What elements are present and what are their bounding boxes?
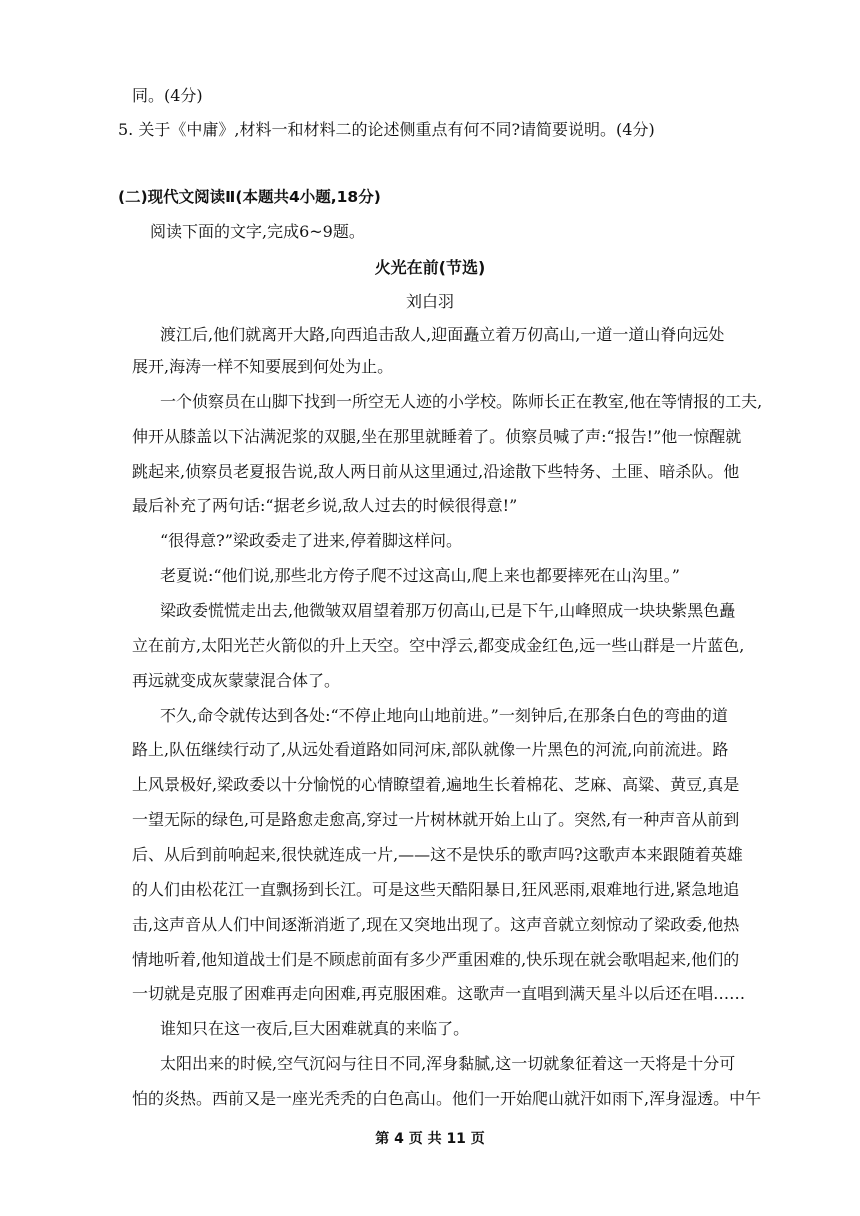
article-line: 立在前方,太阳光芒火箭似的升上天空。空中浮云,都变成金红色,远一些山群是一片蓝色, [132, 636, 745, 655]
section-instruction: 阅读下面的文字,完成6~9题。 [150, 222, 365, 241]
article-line: 一望无际的绿色,可是路愈走愈高,穿过一片树林就开始上山了。突然,有一种声音从前到 [132, 810, 740, 829]
article-line: 上风景极好,梁政委以十分愉悦的心情瞭望着,遍地生长着棉花、芝麻、高粱、黄豆,真是 [132, 775, 740, 794]
article-author: 刘白羽 [405, 292, 454, 311]
article-line: 路上,队伍继续行动了,从远处看道路如同河床,部队就像一片黑色的河流,向前流进。路 [132, 740, 729, 759]
article-line: 一切就是克服了困难再走向困难,再克服困难。这歌声一直唱到满天星斗以后还在唱…… [132, 984, 746, 1003]
page-footer: 第 4 页 共 11 页 [375, 1131, 485, 1147]
article-line: 再远就变成灰蒙蒙混合体了。 [132, 671, 341, 690]
article-line: 最后补充了两句话:“据老乡说,敌人过去的时候很得意!” [132, 496, 518, 515]
article-line: 伸开从膝盖以下沾满泥浆的双腿,坐在那里就睡着了。侦察员喊了声:“报告!”他一惊醒就 [132, 427, 742, 446]
article-line: 老夏说:“他们说,那些北方侉子爬不过这高山,爬上来也都要摔死在山沟里。” [160, 566, 680, 585]
article-line: 梁政委慌慌走出去,他微皱双眉望着那万仞高山,已是下午,山峰照成一块块紫黑色矗 [160, 601, 736, 620]
article-line: 不久,命令就传达到各处:“不停止地向山地前进。”一刻钟后,在那条白色的弯曲的道 [160, 706, 728, 725]
question-4-tail: 同。(4分) [132, 86, 203, 105]
article-line: 情地听着,他知道战士们是不顾虑前面有多少严重困难的,快乐现在就会歌唱起来,他们的 [132, 950, 740, 969]
article-line: 太阳出来的时候,空气沉闷与往日不同,浑身黏腻,这一切就象征着这一天将是十分可 [160, 1054, 736, 1073]
article-line: 后、从后到前响起来,很快就连成一片,——这不是快乐的歌声吗?这歌声本来跟随着英雄 [132, 845, 743, 864]
article-line: 谁知只在这一夜后,巨大困难就真的来临了。 [160, 1019, 470, 1038]
article-line: 展开,海涛一样不知要展到何处为止。 [132, 357, 394, 376]
article-line: 的人们由松花江一直飘扬到长江。可是这些天酷阳暴日,狂风恶雨,艰难地行进,紧急地追 [132, 880, 740, 899]
article-line: 跳起来,侦察员老夏报告说,敌人两日前从这里通过,沿途散下些特务、土匪、暗杀队。他 [132, 462, 740, 481]
section-heading: (二)现代文阅读Ⅱ(本题共4小题,18分) [118, 188, 381, 206]
article-line: 一个侦察员在山脚下找到一所空无人迹的小学校。陈师长正在教室,他在等情报的工夫, [160, 392, 763, 411]
article-line: 击,这声音从人们中间逐渐消逝了,现在又突地出现了。这声音就立刻惊动了梁政委,他热 [132, 915, 740, 934]
article-line: “很得意?”梁政委走了进来,停着脚这样问。 [160, 531, 463, 550]
article-line: 渡江后,他们就离开大路,向西追击敌人,迎面矗立着万仞高山,一道一道山脊向远处 [160, 325, 725, 344]
article-line: 怕的炎热。西前又是一座光秃秃的白色高山。他们一开始爬山就汗如雨下,浑身湿透。中午 [132, 1089, 762, 1108]
question-5: 5. 关于《中庸》,材料一和材料二的论述侧重点有何不同?请简要说明。(4分) [118, 120, 655, 139]
article-title: 火光在前(节选) [374, 258, 486, 277]
